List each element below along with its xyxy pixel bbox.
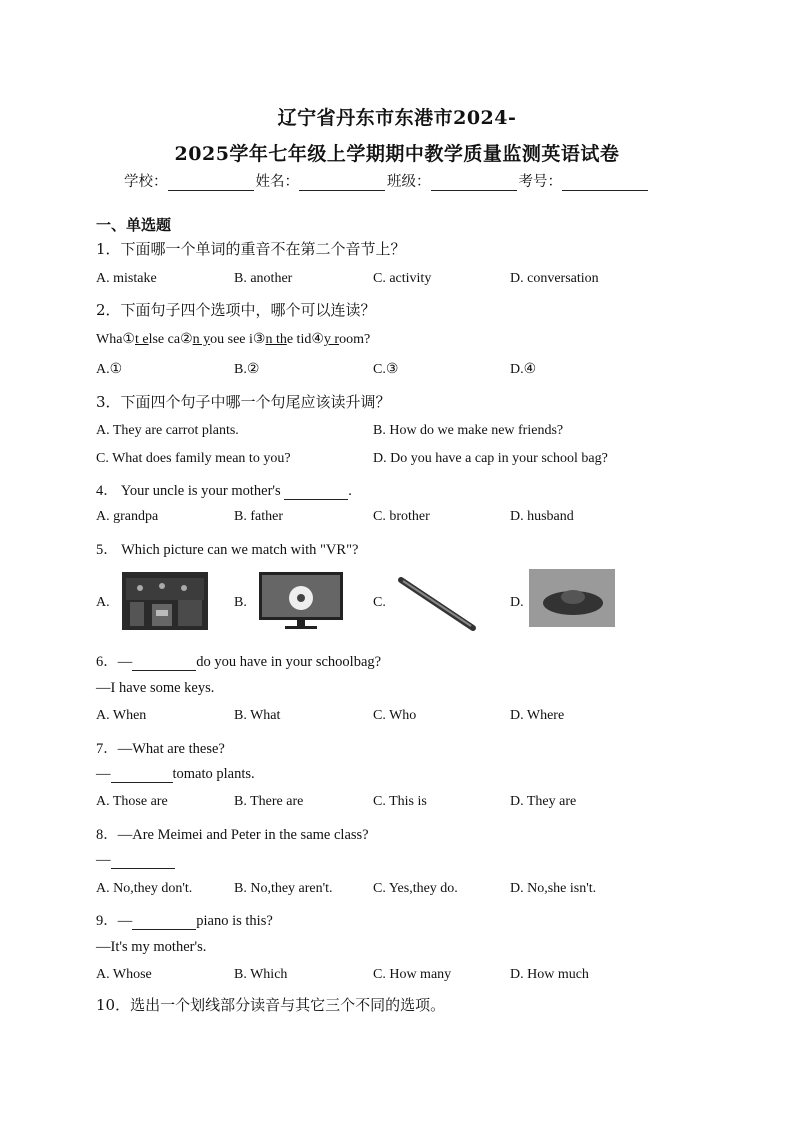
q7-option-d[interactable]: D. They are xyxy=(510,794,577,809)
q8-option-b[interactable]: B. No,they aren't. xyxy=(234,881,333,896)
q5-option-d[interactable]: D. xyxy=(510,595,524,610)
q2-sentence-part: lse ca② xyxy=(148,332,193,347)
q8-line1: 8．—Are Meimei and Peter in the same class? xyxy=(96,827,369,843)
q6-option-c[interactable]: C. Who xyxy=(373,708,417,723)
q2-underlined-1: t e xyxy=(134,332,149,347)
q5-option-b[interactable]: B. xyxy=(234,595,247,610)
q4-option-a[interactable]: A. grandpa xyxy=(96,509,159,524)
q2-option-c[interactable]: C.③ xyxy=(373,362,399,377)
q6-blank[interactable] xyxy=(132,656,196,671)
q9-blank[interactable] xyxy=(132,915,196,930)
q2-option-d[interactable]: D.④ xyxy=(510,362,537,377)
q7-answer-text: tomato plants. xyxy=(172,766,255,782)
q6-question: do you have in your schoolbag? xyxy=(196,654,382,670)
tv-screen-image[interactable] xyxy=(257,570,345,632)
q7-dash: — xyxy=(96,766,111,782)
q5-option-a[interactable]: A. xyxy=(96,595,110,610)
q5-stem: 5． Which picture can we match with "VR"? xyxy=(96,542,359,558)
q7-blank[interactable] xyxy=(111,768,173,783)
vr-headset-photo[interactable] xyxy=(122,572,208,630)
q9-option-b[interactable]: B. Which xyxy=(234,967,288,982)
q4-stem-line xyxy=(96,479,352,500)
q4-option-c[interactable]: C. brother xyxy=(373,509,430,524)
q6-line1 xyxy=(96,650,381,671)
q1-option-d[interactable]: D. conversation xyxy=(510,271,599,286)
school-label: 学校： xyxy=(124,174,168,190)
q7-line1: 7．—What are these? xyxy=(96,741,225,757)
student-info-row xyxy=(124,170,650,191)
ufo-image[interactable] xyxy=(529,569,615,627)
q2-sentence-part: oom? xyxy=(339,332,371,347)
q2-underlined-2: n y xyxy=(192,332,211,347)
q7-option-c[interactable]: C. This is xyxy=(373,794,427,809)
q9-dash: 9．— xyxy=(96,913,133,929)
q8-blank[interactable] xyxy=(111,854,175,869)
q3-stem: 3．下面四个句子中哪一个句尾应该读升调？ xyxy=(96,393,391,411)
q2-option-a[interactable]: A.① xyxy=(96,362,123,377)
q4-option-b[interactable]: B. father xyxy=(234,509,283,524)
q2-sentence-part: ou see i③ xyxy=(210,332,266,347)
q3-option-c[interactable]: C. What does family mean to you? xyxy=(96,451,291,466)
q2-stem: 2．下面句子四个选项中，哪个可以连读？ xyxy=(96,301,376,319)
q6-option-a[interactable]: A. When xyxy=(96,708,147,723)
q1-option-b[interactable]: B. another xyxy=(234,271,293,286)
number-blank[interactable] xyxy=(562,175,648,191)
q7-line2 xyxy=(96,766,255,783)
q3-option-d[interactable]: D. Do you have a cap in your school bag? xyxy=(373,451,608,466)
q6-dash: 6．— xyxy=(96,654,133,670)
q2-sentence xyxy=(96,331,370,348)
q8-line2 xyxy=(96,852,175,869)
school-blank[interactable] xyxy=(168,175,254,191)
q8-option-a[interactable]: A. No,they don't. xyxy=(96,881,193,896)
q2-underlined-4: y r xyxy=(323,332,340,347)
class-blank[interactable] xyxy=(431,175,517,191)
q2-underlined-3: n th xyxy=(265,332,287,347)
q7-option-b[interactable]: B. There are xyxy=(234,794,304,809)
section-heading: 一、单选题 xyxy=(96,216,172,234)
q2-sentence-part: e tid④ xyxy=(286,332,324,347)
q9-question: piano is this? xyxy=(196,913,273,929)
number-label: 考号： xyxy=(518,174,562,190)
q8-dash: — xyxy=(96,852,111,868)
q6-line2: —I have some keys. xyxy=(96,680,215,696)
q4-option-d[interactable]: D. husband xyxy=(510,509,574,524)
q9-option-d[interactable]: D. How much xyxy=(510,967,589,982)
q4-blank[interactable] xyxy=(284,485,348,500)
q9-line2: —It's my mother's. xyxy=(96,939,207,955)
title-line-2: 2025学年七年级上学期期中教学质量监测英语试卷 xyxy=(174,143,620,165)
q6-option-b[interactable]: B. What xyxy=(234,708,281,723)
q6-option-d[interactable]: D. Where xyxy=(510,708,565,723)
q7-option-a[interactable]: A. Those are xyxy=(96,794,168,809)
q8-option-d[interactable]: D. No,she isn't. xyxy=(510,881,597,896)
q9-option-c[interactable]: C. How many xyxy=(373,967,452,982)
q2-option-b[interactable]: B.② xyxy=(234,362,260,377)
q1-option-c[interactable]: C. activity xyxy=(373,271,432,286)
title-line-1: 辽宁省丹东市东港市2024- xyxy=(277,107,517,129)
name-label: 姓名： xyxy=(255,174,299,190)
q2-sentence-part: Wha① xyxy=(96,332,135,347)
q4-end: . xyxy=(348,483,352,499)
class-label: 班级： xyxy=(387,174,431,190)
q1-stem: 1．下面哪一个单词的重音不在第二个音节上？ xyxy=(96,240,406,258)
q5-option-c[interactable]: C. xyxy=(373,595,386,610)
pencil-image[interactable] xyxy=(395,574,479,634)
q9-line1 xyxy=(96,909,273,930)
q8-option-c[interactable]: C. Yes,they do. xyxy=(373,881,458,896)
name-blank[interactable] xyxy=(299,175,385,191)
q9-option-a[interactable]: A. Whose xyxy=(96,967,152,982)
q1-option-a[interactable]: A. mistake xyxy=(96,271,157,286)
q4-stem: 4． Your uncle is your mother's xyxy=(96,483,281,499)
q3-option-a[interactable]: A. They are carrot plants. xyxy=(96,423,239,438)
q10-stem: 10．选出一个划线部分读音与其它三个不同的选项。 xyxy=(96,996,446,1014)
q3-option-b[interactable]: B. How do we make new friends? xyxy=(373,423,564,438)
